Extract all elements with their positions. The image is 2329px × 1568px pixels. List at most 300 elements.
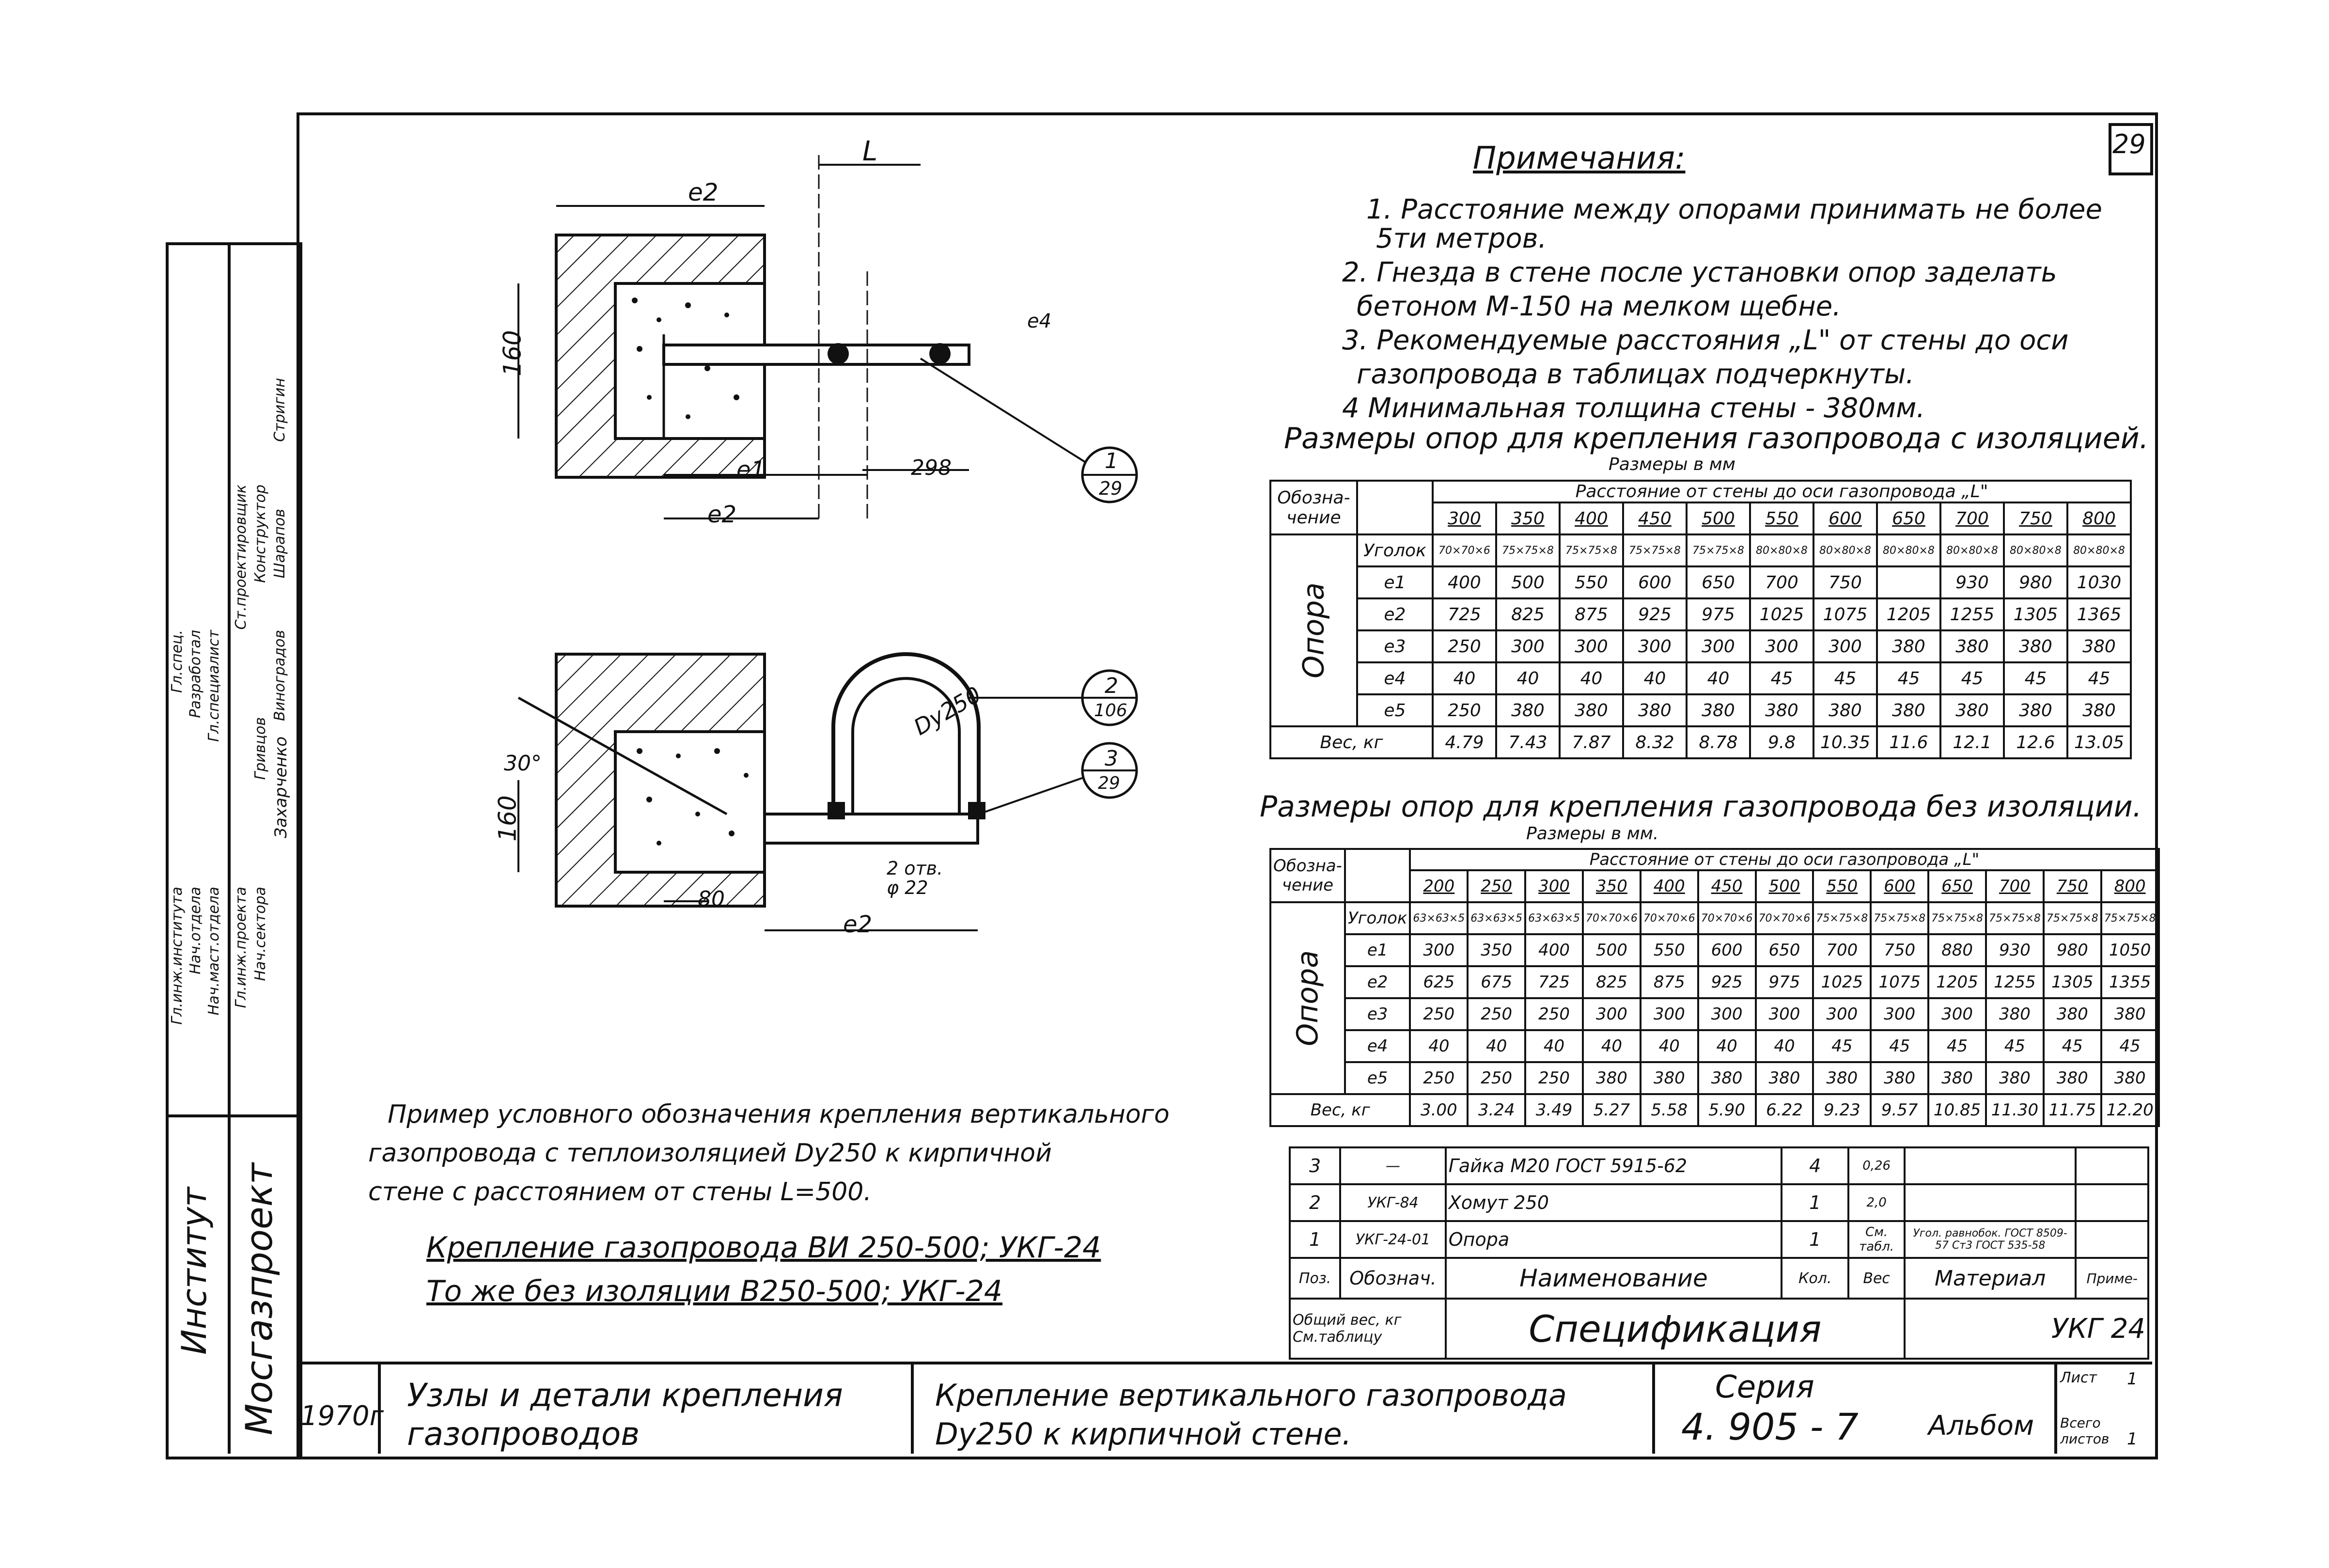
spec-note (2076, 1147, 2148, 1184)
table-value: 250 (1433, 630, 1496, 662)
spec-header-material: Материал (1905, 1258, 2076, 1299)
table-value: 300 (1813, 998, 1871, 1030)
table-value: 45 (2044, 1030, 2101, 1062)
table-row (1270, 966, 2159, 998)
callout-2-bottom: 106 (1094, 701, 1127, 721)
signature-role-1: Гл.инж.института (169, 887, 186, 1025)
table-value: 380 (1813, 1062, 1871, 1094)
spec-name: Опора (1446, 1221, 1782, 1258)
table-value: 63×63×5 (1525, 902, 1583, 934)
table-blank (1357, 481, 1433, 534)
table-value: 380 (2101, 998, 2159, 1030)
table-group-label: Опора (1270, 534, 1357, 726)
title-series-label: Серия (1715, 1369, 1814, 1405)
table-value: 80×80×8 (1813, 534, 1877, 566)
title-block-div4 (2054, 1362, 2057, 1454)
signature-name-4: Шарапов (271, 509, 288, 579)
table-value: 300 (1698, 998, 1756, 1030)
table-col-header: 350 (1496, 502, 1560, 534)
table-value: 250 (1410, 998, 1468, 1030)
table-weight-value: 4.79 (1433, 726, 1496, 758)
spec-header-code: Обознач. (1340, 1258, 1446, 1299)
table-weight-value: 3.49 (1525, 1094, 1583, 1126)
signature-role-7: Разработал (187, 630, 204, 718)
table-value: 300 (1928, 998, 1986, 1030)
table-value: 75×75×8 (2044, 902, 2101, 934)
signature-role-3: Нач.маст.отдела (205, 887, 222, 1016)
table-weight-value: 7.43 (1496, 726, 1560, 758)
signature-role-8: Гл.специалист (205, 630, 222, 742)
spec-weight: 0,26 (1848, 1147, 1905, 1184)
spec-header-pos: Поз. (1290, 1258, 1340, 1299)
signature-name-5: Стригин (271, 378, 288, 442)
table-row-label: e3 (1345, 998, 1410, 1030)
table-value: 300 (1560, 630, 1623, 662)
table-weight-value: 10.35 (1813, 726, 1877, 758)
note-3a: 3. Рекомендуемые расстояния „L" от стены до оси (1342, 325, 2069, 356)
table-col-header: 700 (1940, 502, 2004, 534)
table-value: 300 (1687, 630, 1750, 662)
label-30: 30° (504, 751, 542, 776)
callout-3-bottom: 29 (1098, 773, 1120, 793)
table-value: 380 (1623, 694, 1687, 726)
table-value: 975 (1687, 598, 1750, 630)
table-value: 1025 (1813, 966, 1871, 998)
table-value: 675 (1468, 966, 1525, 998)
spec-name: Гайка М20 ГОСТ 5915-62 (1446, 1147, 1782, 1184)
table-weight-label: Вес, кг (1270, 1094, 1410, 1126)
table-value: 75×75×8 (1687, 534, 1750, 566)
table-value: 1050 (2101, 934, 2159, 966)
table-value: 925 (1698, 966, 1756, 998)
table-value: 250 (1468, 1062, 1525, 1094)
signature-role-10: Конструктор (252, 485, 269, 583)
table-value: 70×70×6 (1583, 902, 1641, 934)
table-value: 400 (1525, 934, 1583, 966)
table-weight-value: 5.58 (1641, 1094, 1698, 1126)
table-col-header: 350 (1583, 870, 1641, 902)
label-hole-d: φ 22 (887, 877, 928, 898)
table-weight-value: 11.75 (2044, 1094, 2101, 1126)
example-line-3: стене с расстоянием от стены L=500. (368, 1177, 872, 1207)
spec-pos: 3 (1290, 1147, 1340, 1184)
table-weight-value: 5.90 (1698, 1094, 1756, 1126)
spec-qty: 1 (1782, 1221, 1848, 1258)
signature-name-1: Захарченко (271, 737, 291, 838)
bracket-plate-bottom (765, 814, 978, 843)
table-value: 1305 (2004, 598, 2067, 630)
table-col-header: 650 (1928, 870, 1986, 902)
table-value: 75×75×8 (1986, 902, 2044, 934)
table-value: 40 (1687, 662, 1750, 694)
table-value: 300 (1496, 630, 1560, 662)
spec-header-weight: Вес (1848, 1258, 1905, 1299)
example-line-4: Крепление газопровода ВИ 250-500; УКГ-24 (426, 1231, 1101, 1265)
table-weight-label: Вес, кг (1270, 726, 1433, 758)
specification-table (1289, 1146, 2149, 1360)
spec-material (1905, 1184, 2076, 1221)
table-col-header: 400 (1560, 502, 1623, 534)
note-4: 4 Минимальная толщина стены - 380мм. (1342, 392, 1925, 424)
table-value: 500 (1496, 566, 1560, 598)
label-e1: e1 (736, 456, 766, 484)
table-value: 750 (1813, 566, 1877, 598)
title-block-div3 (1652, 1362, 1655, 1454)
table-value: 500 (1583, 934, 1641, 966)
signature-role-6: Гл.спец. (169, 630, 186, 693)
table-row (1270, 1094, 2159, 1126)
table-weight-value: 7.87 (1560, 726, 1623, 758)
table-value (1877, 566, 1940, 598)
table-value: 45 (1813, 662, 1877, 694)
table-weight-value: 11.6 (1877, 726, 1940, 758)
callout-3-top: 3 (1105, 746, 1118, 771)
table-value: 380 (1687, 694, 1750, 726)
spec-title: Спецификация (1446, 1299, 1905, 1359)
spec-qty: 4 (1782, 1147, 1848, 1184)
table-value: 40 (1496, 662, 1560, 694)
table-value: 725 (1433, 598, 1496, 630)
table-col-header: 500 (1687, 502, 1750, 534)
table-value: 250 (1525, 998, 1583, 1030)
note-1a: 1. Расстояние между опорами принимать не более (1366, 194, 2102, 225)
table-weight-value: 8.32 (1623, 726, 1687, 758)
label-e2-mid: e2 (707, 501, 737, 528)
table-row (1270, 1062, 2159, 1094)
table-value: 70×70×6 (1433, 534, 1496, 566)
table-col-header: 300 (1433, 502, 1496, 534)
spec-pos: 2 (1290, 1184, 1340, 1221)
table-value: 80×80×8 (1877, 534, 1940, 566)
table-value: 930 (1940, 566, 2004, 598)
spec-footer-row (1290, 1299, 2148, 1359)
table-weight-value: 9.57 (1871, 1094, 1928, 1126)
table-value: 380 (1496, 694, 1560, 726)
spec-header-qty: Кол. (1782, 1258, 1848, 1299)
table-value: 825 (1496, 598, 1560, 630)
spec-header-row (1290, 1258, 2148, 1299)
note-1b: 5ти метров. (1376, 223, 1547, 254)
table-row-label: e5 (1345, 1062, 1410, 1094)
label-dy250: Dy250 (909, 681, 985, 740)
table-value: 380 (2044, 1062, 2101, 1094)
table-blank (1345, 849, 1410, 902)
table-row-label: e4 (1357, 662, 1433, 694)
callout-1-bottom: 29 (1099, 478, 1123, 499)
notes-title: Примечания: (1473, 141, 1686, 176)
table-row (1270, 1030, 2159, 1062)
table-value: 300 (1813, 630, 1877, 662)
table-value: 380 (2004, 630, 2067, 662)
table-value: 650 (1687, 566, 1750, 598)
table-value: 300 (1623, 630, 1687, 662)
label-L: L (862, 136, 878, 167)
table-value: 380 (1986, 998, 2044, 1030)
table-value: 930 (1986, 934, 2044, 966)
table-col-header: 800 (2101, 870, 2159, 902)
table-value: 45 (1928, 1030, 1986, 1062)
note-3b: газопровода в таблицах подчеркнуты. (1357, 359, 1915, 390)
table-row-label: e1 (1357, 566, 1433, 598)
table-value: 300 (1410, 934, 1468, 966)
table-value: 725 (1525, 966, 1583, 998)
table-value: 75×75×8 (1928, 902, 1986, 934)
table-value: 700 (1813, 934, 1871, 966)
table-row-label: e4 (1345, 1030, 1410, 1062)
spec-weight: 2,0 (1848, 1184, 1905, 1221)
institute-name: Мосгазпроект (237, 1163, 281, 1436)
table-value: 80×80×8 (1750, 534, 1813, 566)
spec-code: — (1340, 1147, 1446, 1184)
table-value: 1255 (1940, 598, 2004, 630)
table-weight-value: 9.23 (1813, 1094, 1871, 1126)
table-row (1270, 694, 2131, 726)
table2-title: Размеры опор для крепления газопровода без изоляции. (1260, 790, 2142, 824)
table-value: 600 (1623, 566, 1687, 598)
table-col-header: 200 (1410, 870, 1468, 902)
table-value: 75×75×8 (1623, 534, 1687, 566)
table-weight-value: 8.78 (1687, 726, 1750, 758)
signature-role-4: Гл.инж.проекта (233, 887, 250, 1008)
table-value: 40 (1468, 1030, 1525, 1062)
table-value: 45 (1986, 1030, 2044, 1062)
table-value: 40 (1410, 1030, 1468, 1062)
table-value: 380 (1560, 694, 1623, 726)
table-value: 380 (1813, 694, 1877, 726)
spec-code: УКГ-24-01 (1340, 1221, 1446, 1258)
table-value: 40 (1583, 1030, 1641, 1062)
table-col-header: 450 (1623, 502, 1687, 534)
table-row-label: e5 (1357, 694, 1433, 726)
table-value: 45 (2101, 1030, 2159, 1062)
example-line-5: То же без изоляции В250-500; УКГ-24 (426, 1274, 1003, 1308)
title-album: Альбом (1928, 1410, 2034, 1442)
spec-weight: См. табл. (1848, 1221, 1905, 1258)
table-value: 300 (1756, 998, 1813, 1030)
table-corner: Обозна- чение (1270, 481, 1357, 534)
table-col-header: 550 (1750, 502, 1813, 534)
table-value: 750 (1871, 934, 1928, 966)
table-value: 1075 (1871, 966, 1928, 998)
table-value: 1365 (2067, 598, 2131, 630)
table-col-header: 600 (1871, 870, 1928, 902)
table-value: 75×75×8 (1496, 534, 1560, 566)
table-weight-value: 6.22 (1756, 1094, 1813, 1126)
table-value: 45 (2004, 662, 2067, 694)
table-value: 75×75×8 (1560, 534, 1623, 566)
spec-header-name: Наименование (1446, 1258, 1782, 1299)
spec-material: Угол. равнобок. ГОСТ 8509-57 Ст3 ГОСТ 535-58 (1905, 1221, 2076, 1258)
label-298: 298 (911, 455, 952, 480)
title-block-div2 (911, 1362, 914, 1454)
table-value: 380 (1698, 1062, 1756, 1094)
table-value: 380 (2067, 694, 2131, 726)
table-value: 40 (1560, 662, 1623, 694)
table-col-header: 600 (1813, 502, 1877, 534)
table-value: 880 (1928, 934, 1986, 966)
table-weight-value: 10.85 (1928, 1094, 1986, 1126)
spec-pos: 1 (1290, 1221, 1340, 1258)
table-value: 75×75×8 (1871, 902, 1928, 934)
table-row-label: e2 (1357, 598, 1433, 630)
table-row (1270, 566, 2131, 598)
table-value: 875 (1560, 598, 1623, 630)
table-row-label: e1 (1345, 934, 1410, 966)
table2-subtitle: Размеры в мм. (1526, 824, 1659, 844)
table-value: 63×63×5 (1468, 902, 1525, 934)
callout-1-top: 1 (1105, 449, 1118, 473)
example-line-2: газопровода с теплоизоляцией Dy250 к кирпичной (368, 1139, 1052, 1168)
table-value: 380 (2004, 694, 2067, 726)
signature-role-2: Нач.отдела (187, 887, 204, 974)
table-value: 400 (1433, 566, 1496, 598)
table-row (1270, 998, 2159, 1030)
spec-total-cell: Общий вес, кг См.таблицу (1290, 1299, 1446, 1359)
signature-strip-divider (228, 242, 231, 1454)
table-value: 380 (1583, 1062, 1641, 1094)
table-value: 875 (1641, 966, 1698, 998)
table-value: 75×75×8 (1813, 902, 1871, 934)
table-value: 300 (1750, 630, 1813, 662)
table-row (1270, 481, 2131, 502)
table-value: 1355 (2101, 966, 2159, 998)
table-value: 250 (1410, 1062, 1468, 1094)
table-col-header: 550 (1813, 870, 1871, 902)
label-160-top: 160 (498, 330, 527, 376)
signature-strip-divider2 (166, 1114, 299, 1117)
signature-role-5: Нач.сектора (252, 887, 269, 981)
sheet-number: 29 (2112, 129, 2146, 159)
table-value: 250 (1433, 694, 1496, 726)
table1 (1269, 480, 2132, 759)
table-value: 1075 (1813, 598, 1877, 630)
spec-row (1290, 1184, 2148, 1221)
title-block-line (297, 1362, 2152, 1364)
table-weight-value: 12.6 (2004, 726, 2067, 758)
note-2b: бетоном М-150 на мелком щебне. (1357, 291, 1841, 322)
table-row (1270, 598, 2131, 630)
table-value: 40 (1698, 1030, 1756, 1062)
table-group-label: Опора (1270, 902, 1345, 1094)
table-value: 70×70×6 (1698, 902, 1756, 934)
table-col-header: 250 (1468, 870, 1525, 902)
table-value: 300 (1583, 998, 1641, 1030)
table-corner: Обозна- чение (1270, 849, 1345, 902)
table2 (1269, 848, 2160, 1127)
table-value: 625 (1410, 966, 1468, 998)
table-col-header: 450 (1698, 870, 1756, 902)
table-col-header: 500 (1756, 870, 1813, 902)
example-line-1: Пример условного обозначения крепления вертикального (388, 1100, 1170, 1129)
table-value: 80×80×8 (2067, 534, 2131, 566)
spec-note (2076, 1221, 2148, 1258)
table-value: 380 (1877, 630, 1940, 662)
construction-drawing (436, 126, 1192, 959)
table-value: 550 (1560, 566, 1623, 598)
table-value: 350 (1468, 934, 1525, 966)
table-value: 600 (1698, 934, 1756, 966)
table-value: 250 (1468, 998, 1525, 1030)
table-row (1270, 849, 2159, 870)
table-weight-value: 11.30 (1986, 1094, 2044, 1126)
table-col-header: 650 (1877, 502, 1940, 534)
table-row-label: Уголок (1357, 534, 1433, 566)
signature-role-9: Ст.проектировщик (233, 485, 250, 630)
table-value: 250 (1525, 1062, 1583, 1094)
table-value: 980 (2004, 566, 2067, 598)
table-value: 70×70×6 (1756, 902, 1813, 934)
table-value: 40 (1525, 1030, 1583, 1062)
table-value: 380 (1871, 1062, 1928, 1094)
table-value: 45 (1877, 662, 1940, 694)
table-value: 300 (1871, 998, 1928, 1030)
signature-name-3: Виноградов (271, 630, 288, 721)
table-value: 380 (1928, 1062, 1986, 1094)
table-value: 75×75×8 (2101, 902, 2159, 934)
table-value: 925 (1623, 598, 1687, 630)
bracket-plate-top (664, 345, 969, 364)
table-value: 80×80×8 (2004, 534, 2067, 566)
table-row-label: e3 (1357, 630, 1433, 662)
spec-doc-code: УКГ 24 (1905, 1299, 2148, 1359)
bolt-1 (828, 343, 849, 364)
table-value: 825 (1583, 966, 1641, 998)
title-section: Узлы и детали крепления газопроводов (407, 1377, 843, 1453)
table-value: 700 (1750, 566, 1813, 598)
table-value: 380 (1940, 694, 2004, 726)
table-weight-value: 13.05 (2067, 726, 2131, 758)
title-sheets-value: 1 (2127, 1429, 2138, 1449)
table-value: 550 (1641, 934, 1698, 966)
table-value: 45 (1750, 662, 1813, 694)
table-value: 380 (2101, 1062, 2159, 1094)
table-value: 975 (1756, 966, 1813, 998)
bolt-2 (929, 343, 951, 364)
title-drawing: Крепление вертикального газопровода Dy250 к кирпичной стене. (935, 1378, 1567, 1452)
table-value: 40 (1641, 1030, 1698, 1062)
table-value: 70×70×6 (1641, 902, 1698, 934)
institute-label: Институт (174, 1187, 214, 1355)
table-col-header: 750 (2004, 502, 2067, 534)
spec-row (1290, 1147, 2148, 1184)
table-value: 380 (1750, 694, 1813, 726)
table-value: 45 (2067, 662, 2131, 694)
table-row (1270, 662, 2131, 694)
callout-2-top: 2 (1105, 674, 1118, 698)
table-header: Расстояние от стены до оси газопровода „L" (1410, 849, 2158, 870)
table-value: 380 (1641, 1062, 1698, 1094)
label-80: 80 (698, 887, 725, 911)
label-160-bottom: 160 (493, 795, 522, 842)
table-row (1270, 934, 2159, 966)
table-value: 1205 (1877, 598, 1940, 630)
table-value: 45 (1813, 1030, 1871, 1062)
table-col-header: 750 (2044, 870, 2101, 902)
table-value: 40 (1756, 1030, 1813, 1062)
table-value: 650 (1756, 934, 1813, 966)
table-weight-value: 3.00 (1410, 1094, 1468, 1126)
spec-note (2076, 1184, 2148, 1221)
table-value: 40 (1433, 662, 1496, 694)
table-col-header: 400 (1641, 870, 1698, 902)
label-e2-bottom: e2 (843, 911, 873, 938)
table-col-header: 700 (1986, 870, 2044, 902)
table-value: 40 (1623, 662, 1687, 694)
label-e4: e4 (1027, 310, 1052, 332)
table-row (1270, 534, 2131, 566)
table-value: 1030 (2067, 566, 2131, 598)
note-2a: 2. Гнезда в стене после установки опор заделать (1342, 257, 2057, 288)
